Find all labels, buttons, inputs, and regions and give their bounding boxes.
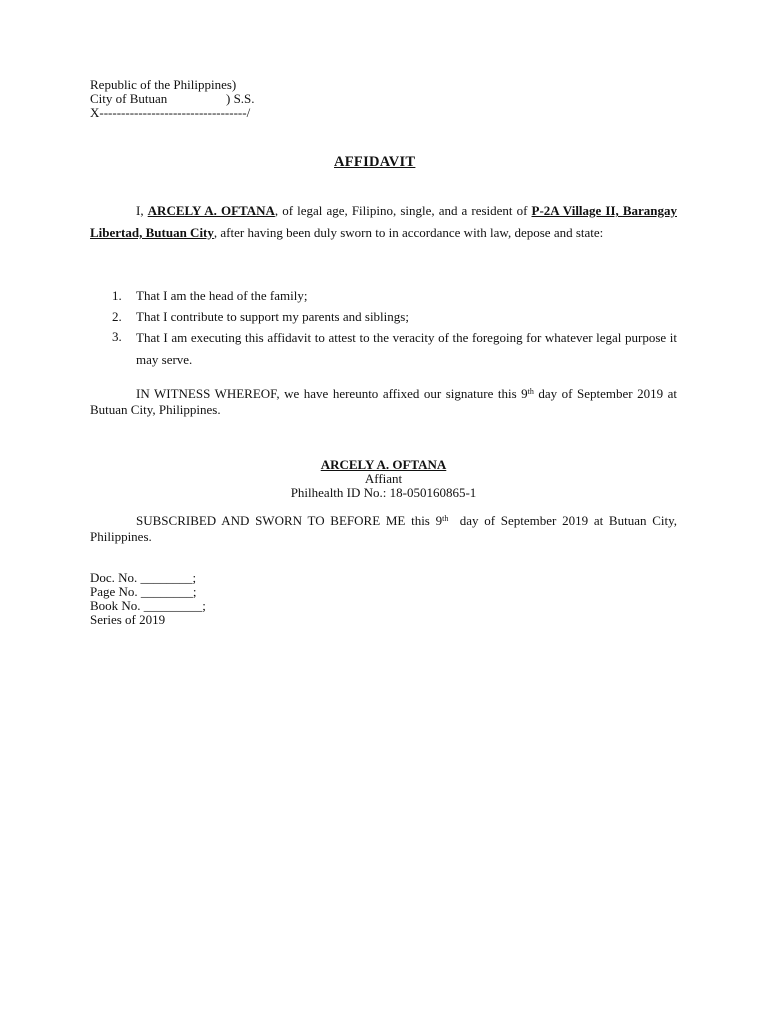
notary-page-no: Page No. ________; [90,584,197,599]
intro-text-2: , of legal age, Filipino, single, and a resident of [274,203,528,218]
document-title: AFFIDAVIT [334,154,416,170]
header-city: City of Butuan [90,91,168,106]
signature-id: Philhealth ID No.: 18-050160865-1 [290,485,477,500]
header-separator: X----------------------------------/ [90,105,251,120]
signature-name: ARCELY A. OFTANA [320,457,447,472]
item-text-1: That I am the head of the family; [136,288,308,303]
item-text-3: That I am executing this affidavit to attest to the veracity of the foregoing for whatever legal purpose it may serve. [136,330,677,367]
item-number-1: 1. [112,288,122,303]
intro-text-1: I, [136,203,144,218]
item-text-2: That I contribute to support my parents and siblings; [136,309,409,324]
affiant-name-inline: ARCELY A. OFTANA [147,203,275,218]
intro-paragraph [90,200,677,244]
notary-doc-no: Doc. No. ________; [90,570,197,585]
sworn-paragraph [90,513,681,545]
sworn-text-1: SUBSCRIBED AND SWORN TO BEFORE ME this 9 [136,513,443,528]
header-republic: Republic of the Philippines) [90,77,237,92]
witness-ordinal: th [527,387,534,396]
item-number-2: 2. [112,309,122,324]
intro-text-3: , after having been duly sworn to in accordance with law, depose and state: [213,225,604,240]
item-number-3: 3. [112,329,122,344]
notary-series: Series of 2019 [90,612,166,627]
header-ss: ) S.S. [226,91,255,106]
witness-text-1: IN WITNESS WHEREOF, we have hereunto affixed our signature this 9 [136,386,528,401]
affiant-address: P-2A Village II, Barangay Libertad, Butuan City [90,203,677,240]
witness-text-2: day of September 2019 at Butuan City, Philippines. [90,386,677,417]
sworn-text-2: day of September 2019 at Butuan City, Philippines. [90,513,681,544]
witness-paragraph [90,386,677,418]
sworn-ordinal: th [442,514,449,523]
signature-role: Affiant [364,471,403,486]
notary-book-no: Book No. _________; [90,598,206,613]
